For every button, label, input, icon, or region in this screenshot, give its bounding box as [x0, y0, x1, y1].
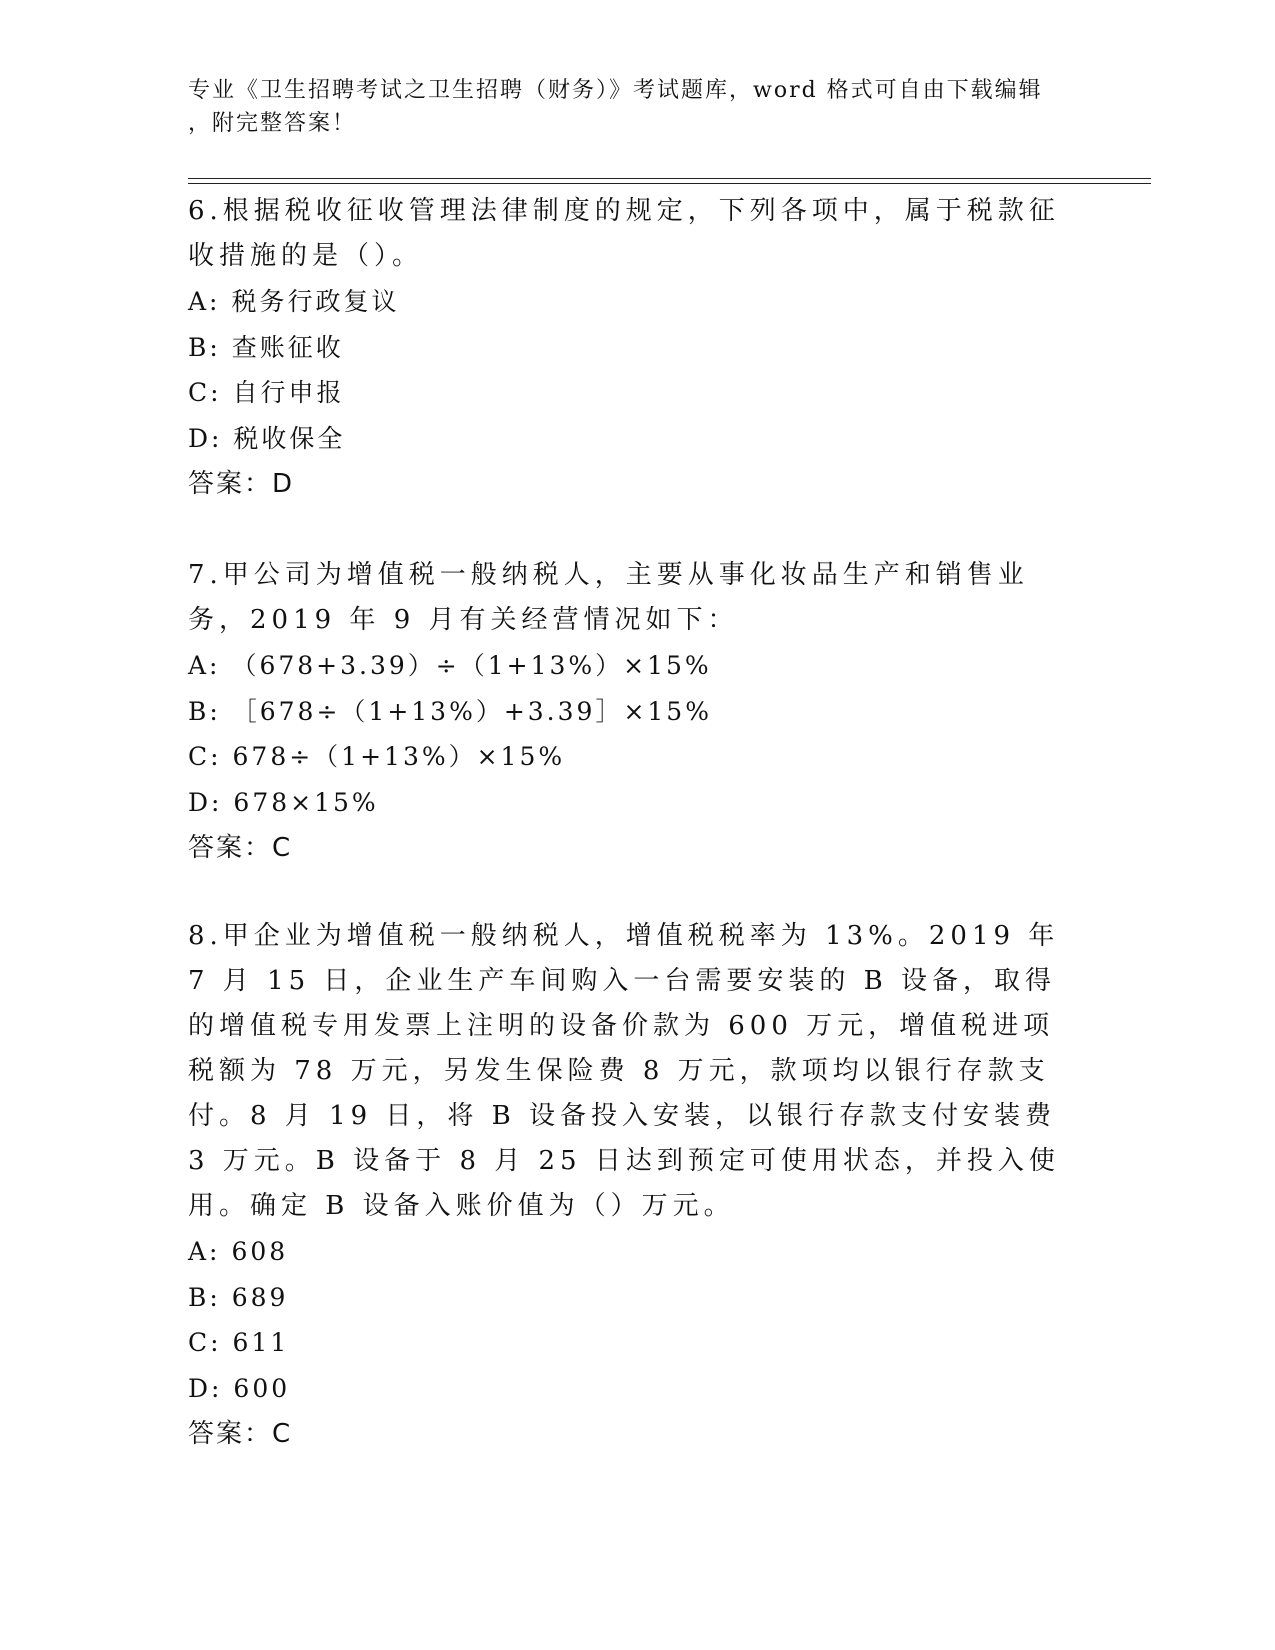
answer: 答案：D	[188, 469, 295, 499]
option-d	[188, 780, 1068, 826]
option-key: C:	[188, 742, 222, 771]
option-a	[188, 279, 1068, 325]
option-d	[188, 416, 1068, 462]
document-header	[188, 74, 1068, 140]
option-key: A:	[188, 1237, 221, 1266]
option-c	[188, 1320, 1068, 1366]
option-text: 税务行政复议	[231, 287, 400, 316]
header-divider-bottom	[188, 183, 1151, 184]
option-key: B:	[188, 1282, 221, 1312]
option-key: B:	[188, 332, 221, 362]
answer: 答案：C	[188, 833, 293, 863]
option-text: ［678÷（1+13%）+3.39］×15%	[231, 696, 712, 726]
option-c	[188, 734, 1068, 780]
option-d	[188, 1366, 1068, 1412]
option-text: 税收保全	[233, 423, 346, 453]
option-b	[188, 1275, 1068, 1321]
header-line-2: ，附完整答案！	[188, 111, 357, 136]
option-text: 查账征收	[231, 332, 344, 362]
option-text: 611	[232, 1328, 290, 1357]
option-text: 678÷（1+13%）×15%	[232, 742, 566, 771]
option-text: （678+3.39）÷（1+13%）×15%	[231, 651, 712, 680]
question-6	[188, 189, 1068, 507]
question-stem: 6.根据税收征收管理法律制度的规定，下列各项中，属于税款征收措施的是（）。	[188, 196, 1060, 271]
question-stem: 7.甲公司为增值税一般纳税人，主要从事化妆品生产和销售业务，2019 年 9 月有关经营情况如下：	[188, 560, 1029, 635]
option-key: C:	[188, 1328, 222, 1357]
option-b	[188, 689, 1068, 735]
option-key: D:	[188, 787, 223, 817]
header-divider-top	[188, 178, 1151, 179]
answer: 答案：C	[188, 1419, 293, 1449]
option-text: 678×15%	[233, 787, 379, 817]
option-a	[188, 643, 1068, 689]
option-text: 600	[233, 1373, 291, 1403]
option-key: A:	[188, 651, 221, 680]
option-key: C:	[188, 378, 222, 407]
question-8	[188, 914, 1068, 1457]
question-7	[188, 553, 1068, 871]
option-key: D:	[188, 1373, 223, 1403]
option-text: 自行申报	[232, 378, 345, 407]
question-stem: 8.甲企业为增值税一般纳税人，增值税税率为 13%。2019 年 7 月 15 日，企业生产车间购入一台需要安装的 B 设备，取得的增值税专用发票上注明的设备价款为 600 万元，增值税进项税额为 78 万元，另发生保险费 8 万元，款项均以银行存款支付。8 月 19 日，将 B 设备投入安装，以银行存款支付安装费 3 万元。B 设备于 8 月 25 日达到预定可使用状态，并投入使用。确定 B 设备入账价值为（）万元。	[188, 921, 1060, 1221]
option-text: 608	[231, 1237, 289, 1266]
option-key: D:	[188, 423, 223, 453]
option-key: A:	[188, 287, 221, 316]
option-b	[188, 325, 1068, 371]
option-a	[188, 1229, 1068, 1275]
option-c	[188, 370, 1068, 416]
option-text: 689	[231, 1282, 289, 1312]
header-line-1: 专业《卫生招聘考试之卫生招聘（财务）》考试题库，word 格式可自由下载编辑	[188, 78, 1043, 103]
option-key: B:	[188, 696, 221, 726]
